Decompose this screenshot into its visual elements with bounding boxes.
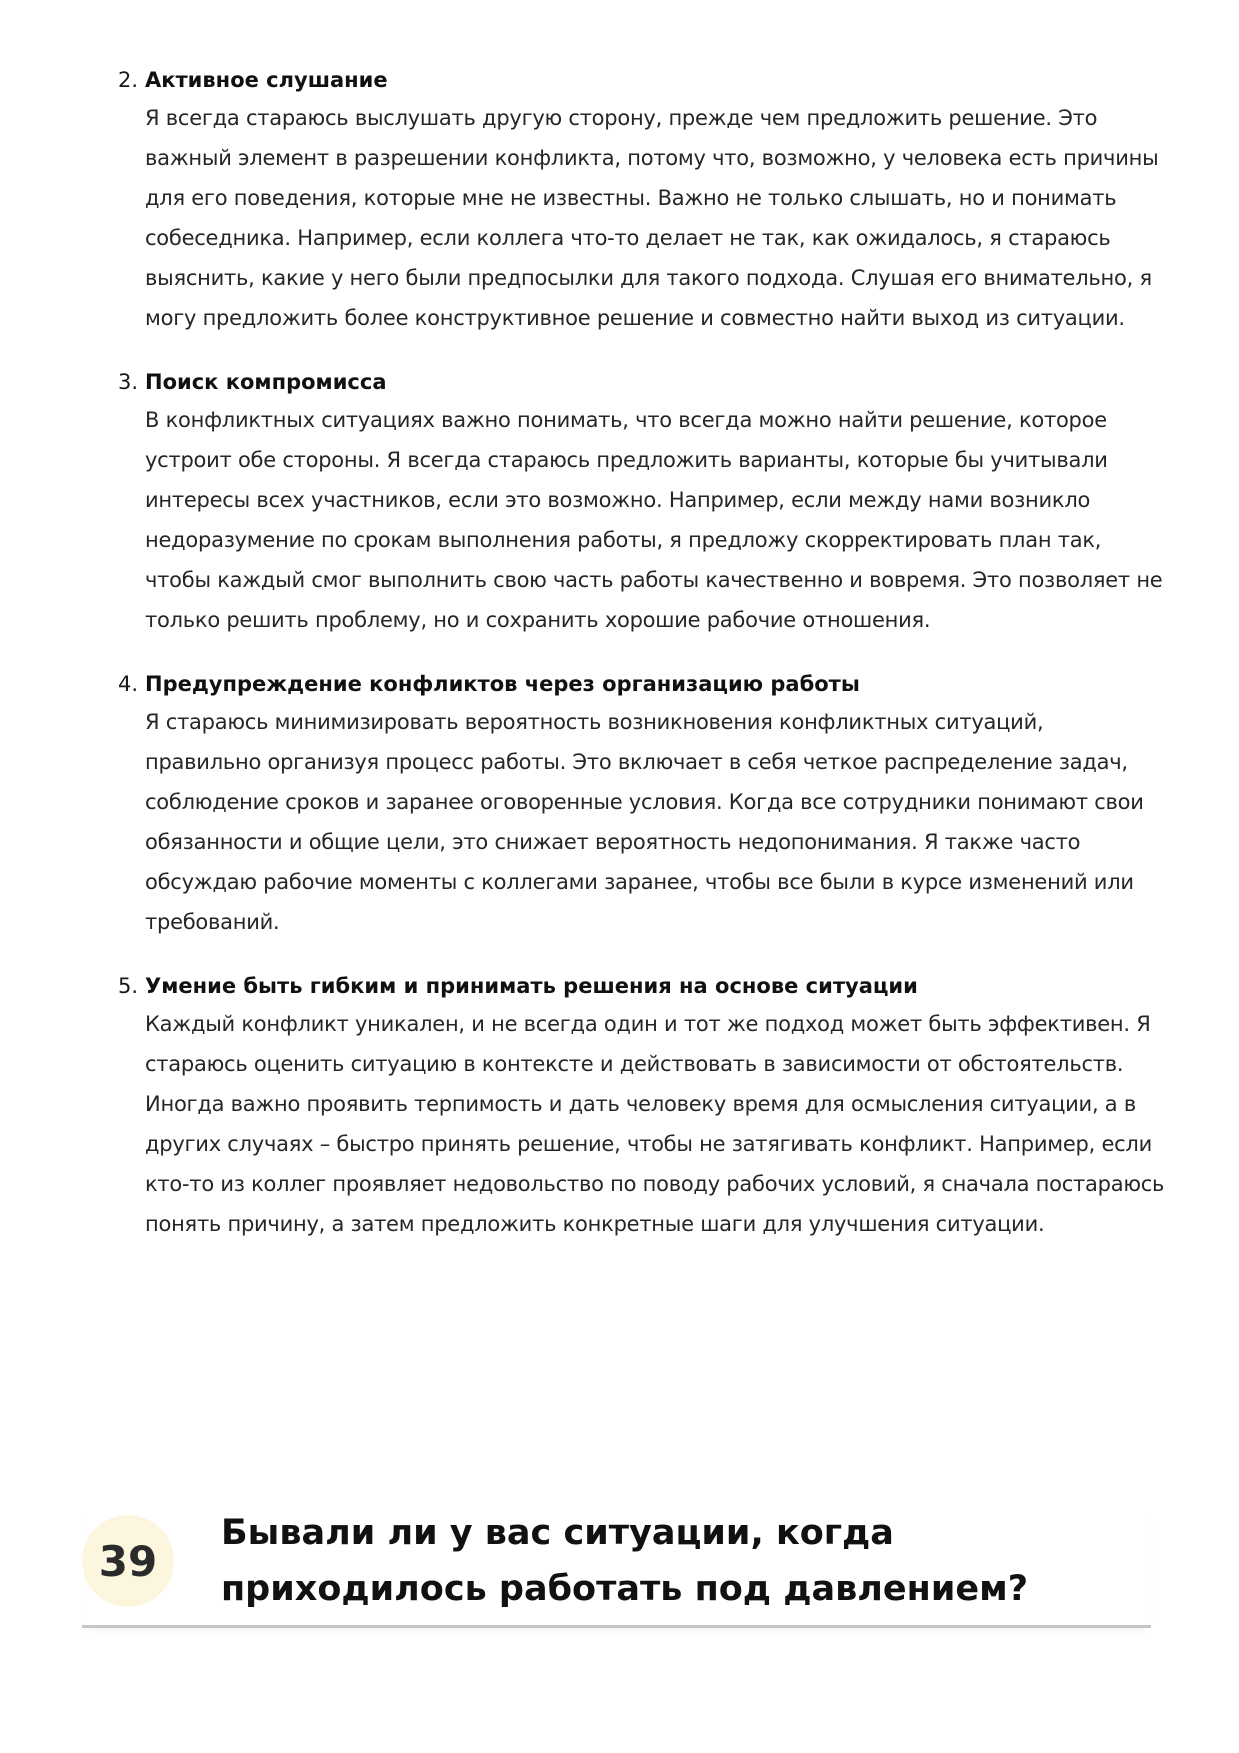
item-number: 2. <box>118 68 139 92</box>
item-body: Я стараюсь минимизировать вероятность возникновения конфликтных ситуаций, правильно организуя процесс работы. Это включает в себя четкое распределение задач, соблюдение сроков и заранее оговоренные условия. Когда все сотрудники понимают свои обязанности и общие цели, это снижает вероятность недопонимания. Я также часто обсуждаю рабочие моменты с коллегами заранее, чтобы все были в курсе изменений или требований. <box>145 710 1144 934</box>
item-title: Умение быть гибким и принимать решения на основе ситуации <box>145 974 918 998</box>
answer-list <box>0 62 1239 1270</box>
item-title: Предупреждение конфликтов через организацию работы <box>145 672 860 696</box>
item-number: 4. <box>118 672 139 696</box>
list-item <box>0 666 1165 942</box>
item-body: В конфликтных ситуациях важно понимать, что всегда можно найти решение, которое устроит обе стороны. Я всегда стараюсь предложить варианты, которые бы учитывали интересы всех участников, если это возможно. Например, если между нами возникло недоразумение по срокам выполнения работы, я предложу скорректировать план так, чтобы каждый смог выполнить свою часть работы качественно и вовремя. Это позволяет не только решить проблему, но и сохранить хорошие рабочие отношения. <box>145 408 1163 632</box>
item-body: Каждый конфликт уникален, и не всегда один и тот же подход может быть эффективен. Я стараюсь оценить ситуацию в контексте и действовать в зависимости от обстоятельств. Иногда важно проявить терпимость и дать человеку время для осмысления ситуации, а в других случаях – быстро принять решение, чтобы не затягивать конфликт. Например, если кто-то из коллег проявляет недовольство по поводу рабочих условий, я сначала постараюсь понять причину, а затем предложить конкретные шаги для улучшения ситуации. <box>145 1012 1165 1236</box>
list-item <box>0 364 1165 640</box>
list-item <box>0 968 1165 1244</box>
question-number-badge: 39 <box>82 1515 174 1607</box>
question-header <box>82 1505 1151 1628</box>
item-number: 5. <box>118 974 139 998</box>
item-title: Поиск компромисса <box>145 370 387 394</box>
item-title: Активное слушание <box>145 68 388 92</box>
list-item <box>0 62 1165 338</box>
question-title: Бывали ли у вас ситуации, когда приходилось работать под давлением? <box>221 1513 1029 1609</box>
item-body: Я всегда стараюсь выслушать другую сторону, прежде чем предложить решение. Это важный элемент в разрешении конфликта, потому что, возможно, у человека есть причины для его поведения, которые мне не известны. Важно не только слышать, но и понимать собеседника. Например, если коллега что-то делает не так, как ожидалось, я стараюсь выяснить, какие у него были предпосылки для такого подхода. Слушая его внимательно, я могу предложить более конструктивное решение и совместно найти выход из ситуации. <box>145 106 1159 330</box>
item-number: 3. <box>118 370 139 394</box>
